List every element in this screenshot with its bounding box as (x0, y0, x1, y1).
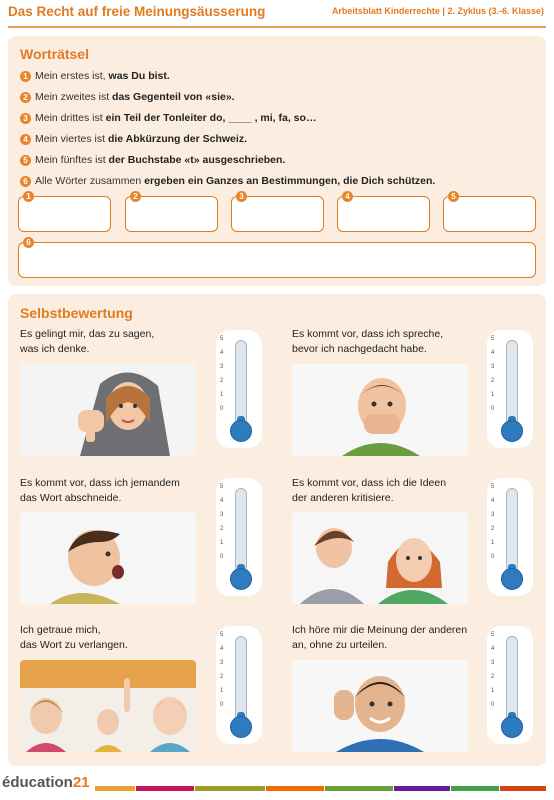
header-divider (8, 26, 546, 28)
answer-box-3[interactable]: 3 (231, 196, 324, 232)
thermometer-4[interactable]: 5 4 3 2 1 0 (487, 478, 533, 596)
thermometer-2[interactable]: 5 4 3 2 1 0 (487, 330, 533, 448)
word-puzzle-panel (8, 36, 546, 286)
assessment-item-6-text: Ich höre mir die Meinung der anderen an, ohne zu urteilen. (292, 624, 468, 651)
thermometer-bulb (501, 716, 523, 738)
clue-3: 3 Mein drittes ist ein Teil der Tonleiter do, ____ , mi, fa, so… (20, 112, 316, 124)
word-puzzle-title: Worträtsel (20, 46, 89, 62)
assessment-item-2-text: Es kommt vor, dass ich spreche, bevor ich nachgedacht habe. (292, 328, 444, 355)
page-header (0, 0, 554, 30)
thermometer-bulb (501, 568, 523, 590)
answer-box-5[interactable]: 5 (443, 196, 536, 232)
thermometer-tube (235, 636, 247, 724)
clue-1: 1 Mein erstes ist, was Du bist. (20, 70, 170, 82)
thermometer-bulb (230, 420, 252, 442)
self-assessment-title: Selbstbewertung (20, 305, 133, 321)
footer-stripe-2 (136, 786, 194, 791)
footer-stripe-8 (500, 786, 546, 791)
thermometer-1[interactable]: 5 4 3 2 1 0 (216, 330, 262, 448)
thermometer-tube (506, 636, 518, 724)
photo-boy-shouting (20, 512, 196, 604)
clue-6: 6 Alle Wörter zusammen ergeben ein Ganzes an Bestimmungen, die Dich schützen. (20, 175, 435, 187)
thermometer-tube (506, 340, 518, 428)
clue-2: 2 Mein zweites ist das Gegenteil von «sie». (20, 91, 235, 103)
clue-5: 5 Mein fünftes ist der Buchstabe «t» ausgeschrieben. (20, 154, 285, 166)
clue-4: 4 Mein viertes ist die Abkürzung der Schweiz. (20, 133, 247, 145)
photo-boy-hand-over-mouth (292, 364, 468, 456)
thermometer-bulb (501, 420, 523, 442)
page-title: Das Recht auf freie Meinungsäusserung (8, 4, 266, 19)
thermometer-5[interactable]: 5 4 3 2 1 0 (216, 626, 262, 744)
assessment-item-4-text: Es kommt vor, dass ich die Ideen der anderen kritisiere. (292, 477, 447, 504)
answer-box-4[interactable]: 4 (337, 196, 430, 232)
assessment-item-5-text: Ich getraue mich, das Wort zu verlangen. (20, 624, 128, 651)
thermometer-tube (235, 488, 247, 576)
education21-logo: éducation21 (2, 774, 90, 791)
footer-stripe-6 (394, 786, 450, 791)
page-footer (0, 770, 554, 800)
footer-stripe-7 (451, 786, 499, 791)
thermometer-bulb (230, 716, 252, 738)
thermometer-tube (506, 488, 518, 576)
footer-stripe-1 (95, 786, 135, 791)
thermometer-tube (235, 340, 247, 428)
self-assessment-panel (8, 294, 546, 766)
assessment-item-1-text: Es gelingt mir, das zu sagen, was ich denke. (20, 328, 155, 355)
thermometer-6[interactable]: 5 4 3 2 1 0 (487, 626, 533, 744)
photo-boy-listening-hand-at-ear (292, 660, 468, 752)
thermometer-3[interactable]: 5 4 3 2 1 0 (216, 478, 262, 596)
photo-children-raising-hands (20, 660, 196, 752)
photo-girl-hoodie-thumbs-down (20, 364, 196, 456)
thermometer-bulb (230, 568, 252, 590)
footer-stripe-3 (195, 786, 265, 791)
footer-stripe-5 (325, 786, 393, 791)
assessment-item-3-text: Es kommt vor, dass ich jemandem das Wort abschneide. (20, 477, 180, 504)
answer-box-6[interactable]: 6 (18, 242, 536, 278)
footer-stripe-4 (266, 786, 324, 791)
answer-box-2[interactable]: 2 (125, 196, 218, 232)
page-subtitle: Arbeitsblatt Kinderrechte | 2. Zyklus (3.-6. Klasse) (331, 6, 544, 16)
answer-box-1[interactable]: 1 (18, 196, 111, 232)
photo-two-girls-whispering (292, 512, 468, 604)
